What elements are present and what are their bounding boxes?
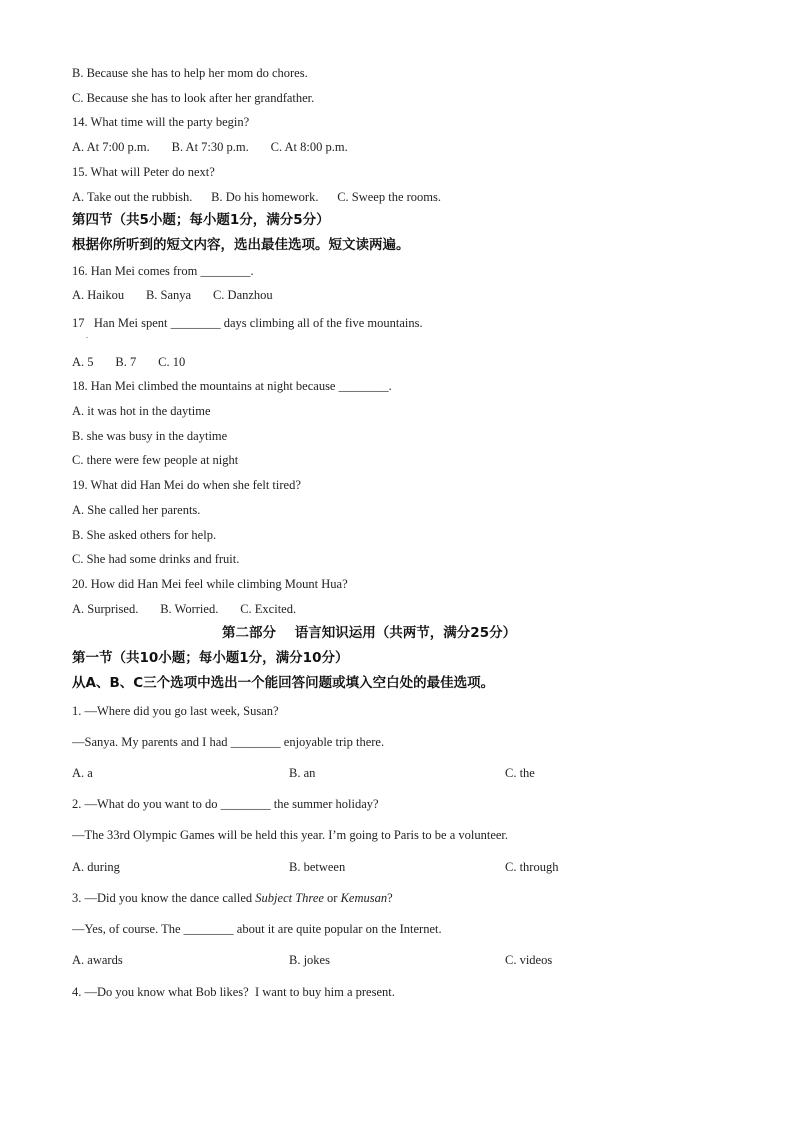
g2-answer: —The 33rd Olympic Games will be held this year. I’m going to Paris to be a volunteer. [72, 828, 509, 842]
q19-option-c: C. She had some drinks and fruit. [72, 552, 240, 566]
g3-option-a: A. awards [72, 953, 123, 967]
q14-question: 14. What time will the party begin? [72, 115, 250, 129]
g3-option-b: B. jokes [289, 953, 330, 967]
q20-question: 20. How did Han Mei feel while climbing Mount Hua? [72, 577, 348, 591]
g2-option-a: A. during [72, 860, 120, 874]
q17-stray-dot: . [86, 331, 88, 340]
g3-option-c: C. videos [505, 953, 553, 967]
q15-options: A. Take out the rubbish. B. Do his homework. C. Sweep the rooms. [72, 190, 442, 204]
q13-option-b: B. Because she has to help her mom do chores. [72, 66, 308, 80]
q18-option-a: A. it was hot in the daytime [72, 404, 211, 418]
section4-title: 第四节（共5小题；每小题1分，满分5分） [72, 212, 330, 228]
q17-question: 17 Han Mei spent ________ days climbing all of the five mountains. [72, 316, 423, 330]
g3-question [72, 890, 393, 906]
part2-title: 第二部分 语言知识运用（共两节，满分25分） [222, 625, 517, 641]
q20-options: A. Surprised. B. Worried. C. Excited. [72, 602, 297, 616]
q19-option-a: A. She called her parents. [72, 503, 201, 517]
q14-options: A. At 7:00 p.m. B. At 7:30 p.m. C. At 8:00 p.m. [72, 140, 348, 154]
q18-question: 18. Han Mei climbed the mountains at night because ________. [72, 379, 392, 393]
g2-option-b: B. between [289, 860, 346, 874]
g3-dance-name-1: Subject Three [255, 891, 324, 905]
g4-question: 4. —Do you know what Bob likes? I want to buy him a present. [72, 985, 395, 999]
g1-option-b: B. an [289, 766, 316, 780]
g1-option-c: C. the [505, 766, 535, 780]
q16-options: A. Haikou B. Sanya C. Danzhou [72, 288, 273, 302]
g3-question-or: or [323, 891, 341, 905]
g3-question-text: 3. —Did you know the dance called [72, 891, 256, 905]
g3-dance-name-2: Kemusan [340, 891, 388, 905]
part2-section1-title: 第一节（共10小题；每小题1分，满分10分） [72, 650, 349, 666]
q13-option-c: C. Because she has to look after her grandfather. [72, 91, 315, 105]
g1-option-a: A. a [72, 766, 93, 780]
g3-answer: —Yes, of course. The ________ about it are quite popular on the Internet. [72, 922, 442, 936]
section4-instructions: 根据你所听到的短文内容，选出最佳选项。短文读两遍。 [72, 237, 410, 253]
q19-question: 19. What did Han Mei do when she felt tired? [72, 478, 301, 492]
part2-instructions: 从A、B、C三个选项中选出一个能回答问题或填入空白处的最佳选项。 [72, 675, 495, 691]
g1-question: 1. —Where did you go last week, Susan? [72, 704, 279, 718]
q15-question: 15. What will Peter do next? [72, 165, 215, 179]
q18-option-c: C. there were few people at night [72, 453, 239, 467]
g2-question: 2. —What do you want to do ________ the summer holiday? [72, 797, 379, 811]
g3-question-mark: ? [387, 891, 393, 905]
q17-options: A. 5 B. 7 C. 10 [72, 355, 186, 369]
q19-option-b: B. She asked others for help. [72, 528, 217, 542]
q18-option-b: B. she was busy in the daytime [72, 429, 228, 443]
q16-question: 16. Han Mei comes from ________. [72, 264, 254, 278]
g1-answer: —Sanya. My parents and I had ________ enjoyable trip there. [72, 735, 385, 749]
g2-option-c: C. through [505, 860, 559, 874]
